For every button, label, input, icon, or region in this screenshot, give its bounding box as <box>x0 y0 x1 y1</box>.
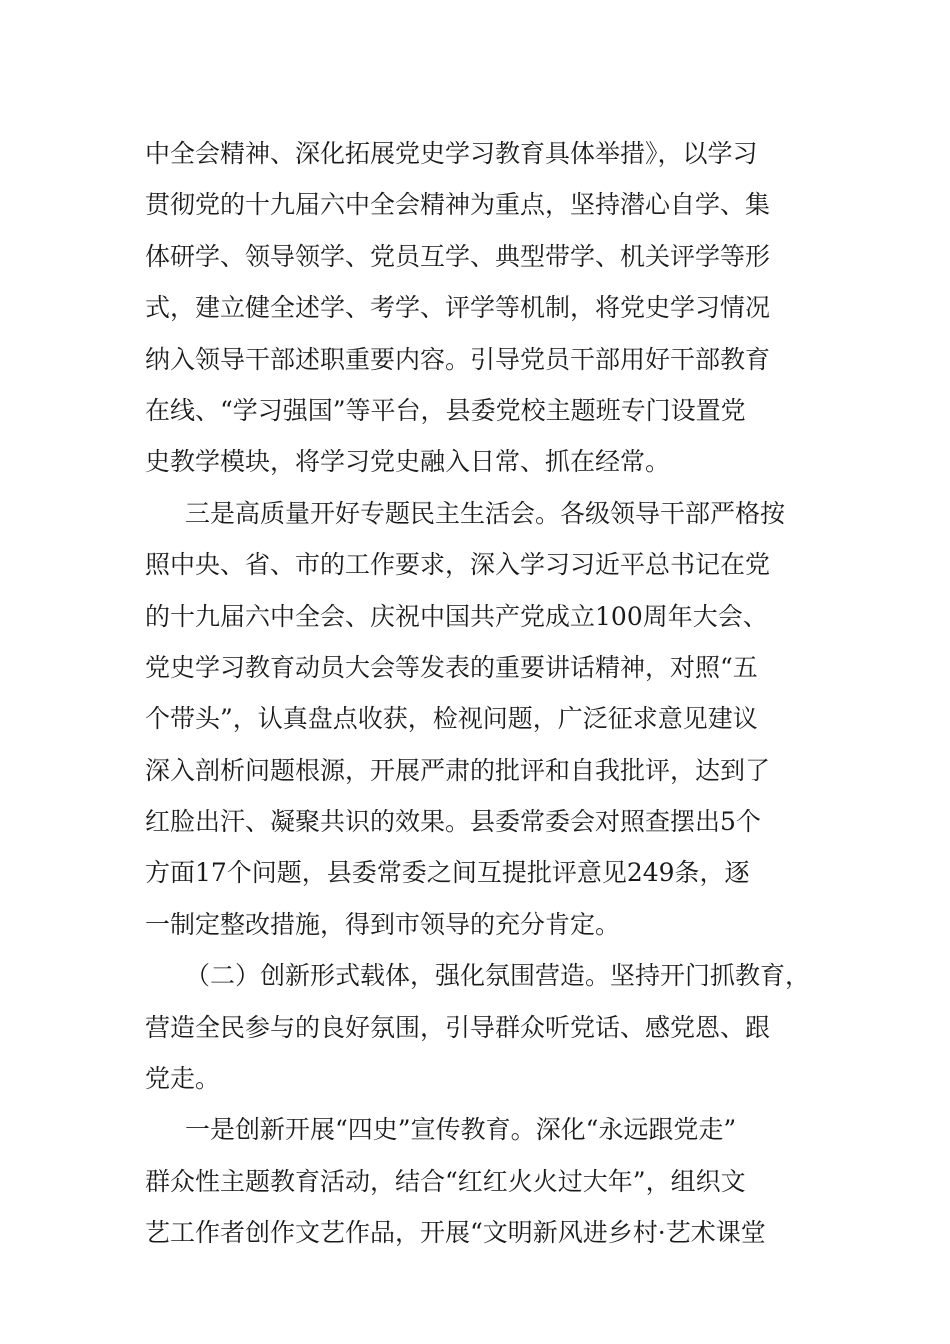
text-line: 个带头”，认真盘点收获，检视问题，广泛征求意见建议 <box>145 704 758 734</box>
text-line: 方面17个问题，县委常委之间互提批评意见249条，逐 <box>145 858 750 888</box>
text-line: 营造全民参与的良好氛围，引导群众听党话、感党恩、跟 <box>145 1012 771 1042</box>
text-line: 中全会精神、深化拓展党史学习教育具体举措》，以学习 <box>145 139 758 168</box>
text-line: 的十九届六中全会、庆祝中国共产党成立100周年大会、 <box>145 601 768 631</box>
text-line: 照中央、省、市的工作要求，深入学习习近平总书记在党 <box>145 550 771 580</box>
text-line: 史教学模块，将学习党史融入日常、抓在经常。 <box>145 447 671 477</box>
text-line: 党走。 <box>145 1064 221 1094</box>
text-line: 群众性主题教育活动，结合“红红火火过大年”，组织文 <box>145 1166 746 1196</box>
body-text <box>145 128 810 1259</box>
text-line: 在线、“学习强国”等平台，县委党校主题班专门设置党 <box>145 395 746 425</box>
text-line: 一是创新开展“四史”宣传教育。深化“永远跟党走” <box>185 1115 737 1145</box>
text-line: 艺工作者创作文艺作品，开展“文明新风进乡村·艺术课堂 <box>145 1218 766 1248</box>
text-line: （二）创新形式载体，强化氛围营造。坚持开门抓教育， <box>185 961 811 991</box>
text-line: 纳入领导干部述职重要内容。引导党员干部用好干部教育 <box>145 344 771 374</box>
text-line: 体研学、领导领学、党员互学、典型带学、机关评学等形 <box>145 241 771 271</box>
text-line: 深入剖析问题根源，开展严肃的批评和自我批评，达到了 <box>145 755 771 785</box>
text-line: 式，建立健全述学、考学、评学等机制，将党史学习情况 <box>145 293 771 323</box>
text-line: 贯彻党的十九届六中全会精神为重点，坚持潜心自学、集 <box>145 190 771 220</box>
text-line: 一制定整改措施，得到市领导的充分肯定。 <box>145 909 621 939</box>
text-line: 党史学习教育动员大会等发表的重要讲话精神，对照“五 <box>145 652 758 682</box>
text-line: 红脸出汗、凝聚共识的效果。县委常委会对照查摆出5个 <box>145 807 761 837</box>
text-line: 三是高质量开好专题民主生活会。各级领导干部严格按 <box>185 498 786 528</box>
